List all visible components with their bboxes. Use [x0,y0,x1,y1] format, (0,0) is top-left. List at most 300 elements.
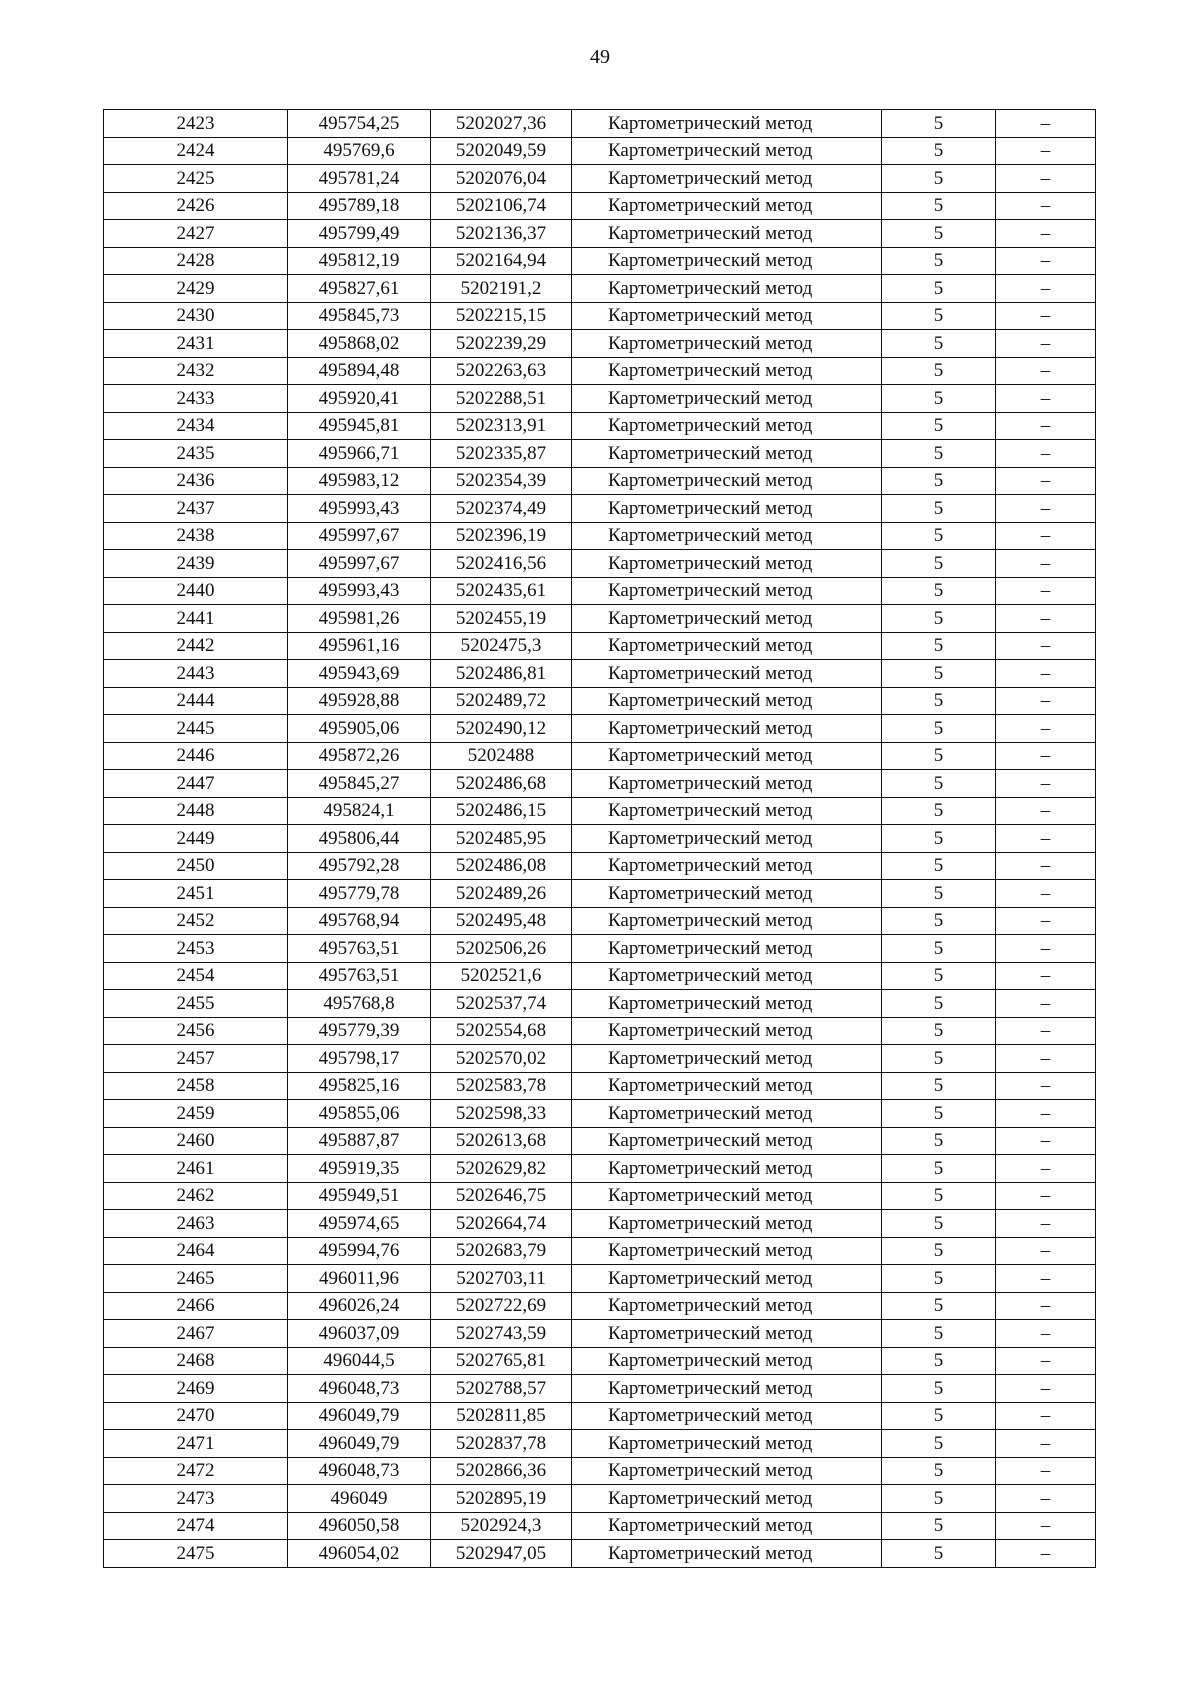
x-coordinate-cell: 495825,16 [288,1072,431,1100]
point-number-cell: 2470 [104,1402,288,1430]
point-number-cell: 2440 [104,577,288,605]
method-cell: Картометрический метод [572,1017,882,1045]
accuracy-cell: 5 [882,440,996,468]
table-row [104,110,1096,138]
accuracy-cell: 5 [882,1347,996,1375]
method-cell: Картометрический метод [572,1320,882,1348]
method-cell: Картометрический метод [572,1375,882,1403]
y-coordinate-cell: 5202895,19 [431,1485,572,1513]
x-coordinate-cell: 496044,5 [288,1347,431,1375]
note-cell: – [996,1402,1096,1430]
note-cell: – [996,797,1096,825]
table-row [104,687,1096,715]
point-number-cell: 2444 [104,687,288,715]
point-number-cell: 2448 [104,797,288,825]
method-cell: Картометрический метод [572,770,882,798]
method-cell: Картометрический метод [572,1512,882,1540]
x-coordinate-cell: 495905,06 [288,715,431,743]
x-coordinate-cell: 495779,39 [288,1017,431,1045]
table-row [104,330,1096,358]
x-coordinate-cell: 495763,51 [288,935,431,963]
y-coordinate-cell: 5202106,74 [431,192,572,220]
x-coordinate-cell: 495768,94 [288,907,431,935]
note-cell: – [996,275,1096,303]
table-row [104,550,1096,578]
table-row [104,1457,1096,1485]
method-cell: Картометрический метод [572,880,882,908]
y-coordinate-cell: 5202486,68 [431,770,572,798]
y-coordinate-cell: 5202554,68 [431,1017,572,1045]
table-row [104,577,1096,605]
y-coordinate-cell: 5202354,39 [431,467,572,495]
table-row [104,220,1096,248]
table-row [104,357,1096,385]
x-coordinate-cell: 496011,96 [288,1265,431,1293]
accuracy-cell: 5 [882,1375,996,1403]
point-number-cell: 2466 [104,1292,288,1320]
table-row [104,1430,1096,1458]
accuracy-cell: 5 [882,247,996,275]
method-cell: Картометрический метод [572,275,882,303]
y-coordinate-cell: 5202765,81 [431,1347,572,1375]
y-coordinate-cell: 5202489,26 [431,880,572,908]
table-row [104,1155,1096,1183]
y-coordinate-cell: 5202703,11 [431,1265,572,1293]
point-number-cell: 2438 [104,522,288,550]
table-row [104,825,1096,853]
note-cell: – [996,880,1096,908]
y-coordinate-cell: 5202049,59 [431,137,572,165]
method-cell: Картометрический метод [572,1182,882,1210]
point-number-cell: 2439 [104,550,288,578]
point-number-cell: 2430 [104,302,288,330]
point-number-cell: 2441 [104,605,288,633]
note-cell: – [996,935,1096,963]
accuracy-cell: 5 [882,1210,996,1238]
point-number-cell: 2459 [104,1100,288,1128]
note-cell: – [996,1182,1096,1210]
method-cell: Картометрический метод [572,1402,882,1430]
table-row [104,1292,1096,1320]
accuracy-cell: 5 [882,825,996,853]
method-cell: Картометрический метод [572,1292,882,1320]
method-cell: Картометрический метод [572,110,882,138]
point-number-cell: 2427 [104,220,288,248]
table-row [104,990,1096,1018]
point-number-cell: 2447 [104,770,288,798]
table-row [104,275,1096,303]
table-row [104,1402,1096,1430]
accuracy-cell: 5 [882,1292,996,1320]
table-row [104,880,1096,908]
method-cell: Картометрический метод [572,935,882,963]
accuracy-cell: 5 [882,1457,996,1485]
method-cell: Картометрический метод [572,577,882,605]
note-cell: – [996,1072,1096,1100]
table-row [104,770,1096,798]
table-row [104,192,1096,220]
point-number-cell: 2460 [104,1127,288,1155]
note-cell: – [996,110,1096,138]
x-coordinate-cell: 496049,79 [288,1430,431,1458]
y-coordinate-cell: 5202313,91 [431,412,572,440]
method-cell: Картометрический метод [572,247,882,275]
y-coordinate-cell: 5202486,08 [431,852,572,880]
note-cell: – [996,1485,1096,1513]
note-cell: – [996,247,1096,275]
table-row [104,385,1096,413]
y-coordinate-cell: 5202191,2 [431,275,572,303]
note-cell: – [996,962,1096,990]
point-number-cell: 2449 [104,825,288,853]
x-coordinate-cell: 496049 [288,1485,431,1513]
method-cell: Картометрический метод [572,302,882,330]
y-coordinate-cell: 5202164,94 [431,247,572,275]
note-cell: – [996,1430,1096,1458]
note-cell: – [996,1265,1096,1293]
note-cell: – [996,330,1096,358]
method-cell: Картометрический метод [572,550,882,578]
accuracy-cell: 5 [882,495,996,523]
accuracy-cell: 5 [882,522,996,550]
note-cell: – [996,577,1096,605]
y-coordinate-cell: 5202215,15 [431,302,572,330]
x-coordinate-cell: 495981,26 [288,605,431,633]
method-cell: Картометрический метод [572,1347,882,1375]
y-coordinate-cell: 5202722,69 [431,1292,572,1320]
method-cell: Картометрический метод [572,1210,882,1238]
y-coordinate-cell: 5202866,36 [431,1457,572,1485]
method-cell: Картометрический метод [572,1540,882,1568]
method-cell: Картометрический метод [572,1457,882,1485]
method-cell: Картометрический метод [572,440,882,468]
x-coordinate-cell: 495945,81 [288,412,431,440]
method-cell: Картометрический метод [572,852,882,880]
y-coordinate-cell: 5202239,29 [431,330,572,358]
accuracy-cell: 5 [882,1485,996,1513]
point-number-cell: 2467 [104,1320,288,1348]
y-coordinate-cell: 5202598,33 [431,1100,572,1128]
accuracy-cell: 5 [882,220,996,248]
accuracy-cell: 5 [882,715,996,743]
note-cell: – [996,1210,1096,1238]
method-cell: Картометрический метод [572,165,882,193]
coordinates-table [103,109,1096,1568]
x-coordinate-cell: 495920,41 [288,385,431,413]
point-number-cell: 2425 [104,165,288,193]
note-cell: – [996,770,1096,798]
accuracy-cell: 5 [882,412,996,440]
point-number-cell: 2424 [104,137,288,165]
x-coordinate-cell: 495961,16 [288,632,431,660]
y-coordinate-cell: 5202570,02 [431,1045,572,1073]
point-number-cell: 2473 [104,1485,288,1513]
accuracy-cell: 5 [882,935,996,963]
accuracy-cell: 5 [882,990,996,1018]
method-cell: Картометрический метод [572,605,882,633]
x-coordinate-cell: 495781,24 [288,165,431,193]
table-row [104,412,1096,440]
y-coordinate-cell: 5202455,19 [431,605,572,633]
table-row [104,742,1096,770]
accuracy-cell: 5 [882,550,996,578]
x-coordinate-cell: 495974,65 [288,1210,431,1238]
y-coordinate-cell: 5202489,72 [431,687,572,715]
x-coordinate-cell: 495827,61 [288,275,431,303]
table-row [104,1237,1096,1265]
y-coordinate-cell: 5202495,48 [431,907,572,935]
point-number-cell: 2462 [104,1182,288,1210]
x-coordinate-cell: 495799,49 [288,220,431,248]
note-cell: – [996,1457,1096,1485]
method-cell: Картометрический метод [572,1155,882,1183]
accuracy-cell: 5 [882,1127,996,1155]
x-coordinate-cell: 495872,26 [288,742,431,770]
note-cell: – [996,1375,1096,1403]
accuracy-cell: 5 [882,1182,996,1210]
note-cell: – [996,990,1096,1018]
accuracy-cell: 5 [882,742,996,770]
method-cell: Картометрический метод [572,962,882,990]
accuracy-cell: 5 [882,165,996,193]
table-row [104,1375,1096,1403]
note-cell: – [996,165,1096,193]
note-cell: – [996,715,1096,743]
table-row [104,605,1096,633]
x-coordinate-cell: 495894,48 [288,357,431,385]
accuracy-cell: 5 [882,467,996,495]
y-coordinate-cell: 5202136,37 [431,220,572,248]
accuracy-cell: 5 [882,770,996,798]
x-coordinate-cell: 495855,06 [288,1100,431,1128]
accuracy-cell: 5 [882,330,996,358]
y-coordinate-cell: 5202837,78 [431,1430,572,1458]
accuracy-cell: 5 [882,1402,996,1430]
table-row [104,1017,1096,1045]
y-coordinate-cell: 5202490,12 [431,715,572,743]
method-cell: Картометрический метод [572,1127,882,1155]
note-cell: – [996,852,1096,880]
y-coordinate-cell: 5202743,59 [431,1320,572,1348]
note-cell: – [996,1347,1096,1375]
point-number-cell: 2469 [104,1375,288,1403]
note-cell: – [996,1540,1096,1568]
x-coordinate-cell: 496037,09 [288,1320,431,1348]
x-coordinate-cell: 495993,43 [288,577,431,605]
y-coordinate-cell: 5202537,74 [431,990,572,1018]
note-cell: – [996,467,1096,495]
y-coordinate-cell: 5202521,6 [431,962,572,990]
x-coordinate-cell: 495919,35 [288,1155,431,1183]
method-cell: Картометрический метод [572,1072,882,1100]
x-coordinate-cell: 495845,73 [288,302,431,330]
method-cell: Картометрический метод [572,687,882,715]
table-row [104,715,1096,743]
x-coordinate-cell: 495763,51 [288,962,431,990]
method-cell: Картометрический метод [572,797,882,825]
point-number-cell: 2455 [104,990,288,1018]
y-coordinate-cell: 5202486,15 [431,797,572,825]
note-cell: – [996,495,1096,523]
table-body [104,110,1096,1568]
y-coordinate-cell: 5202488 [431,742,572,770]
point-number-cell: 2450 [104,852,288,880]
x-coordinate-cell: 495812,19 [288,247,431,275]
point-number-cell: 2472 [104,1457,288,1485]
table-row [104,935,1096,963]
method-cell: Картометрический метод [572,330,882,358]
method-cell: Картометрический метод [572,1100,882,1128]
note-cell: – [996,632,1096,660]
page-number: 49 [590,46,610,68]
table-row [104,165,1096,193]
x-coordinate-cell: 495997,67 [288,522,431,550]
x-coordinate-cell: 495943,69 [288,660,431,688]
y-coordinate-cell: 5202811,85 [431,1402,572,1430]
method-cell: Картометрический метод [572,385,882,413]
accuracy-cell: 5 [882,1265,996,1293]
point-number-cell: 2432 [104,357,288,385]
table-row [104,302,1096,330]
y-coordinate-cell: 5202924,3 [431,1512,572,1540]
accuracy-cell: 5 [882,797,996,825]
y-coordinate-cell: 5202664,74 [431,1210,572,1238]
point-number-cell: 2426 [104,192,288,220]
note-cell: – [996,605,1096,633]
method-cell: Картометрический метод [572,495,882,523]
x-coordinate-cell: 496048,73 [288,1457,431,1485]
table-row [104,632,1096,660]
y-coordinate-cell: 5202027,36 [431,110,572,138]
table-row [104,907,1096,935]
method-cell: Картометрический метод [572,412,882,440]
x-coordinate-cell: 495806,44 [288,825,431,853]
accuracy-cell: 5 [882,1237,996,1265]
point-number-cell: 2437 [104,495,288,523]
x-coordinate-cell: 495768,8 [288,990,431,1018]
point-number-cell: 2464 [104,1237,288,1265]
note-cell: – [996,385,1096,413]
x-coordinate-cell: 495966,71 [288,440,431,468]
table-row [104,1210,1096,1238]
accuracy-cell: 5 [882,1540,996,1568]
method-cell: Картометрический метод [572,742,882,770]
accuracy-cell: 5 [882,1155,996,1183]
x-coordinate-cell: 495779,78 [288,880,431,908]
x-coordinate-cell: 495983,12 [288,467,431,495]
accuracy-cell: 5 [882,687,996,715]
accuracy-cell: 5 [882,660,996,688]
point-number-cell: 2471 [104,1430,288,1458]
note-cell: – [996,1320,1096,1348]
point-number-cell: 2453 [104,935,288,963]
note-cell: – [996,550,1096,578]
note-cell: – [996,522,1096,550]
x-coordinate-cell: 496049,79 [288,1402,431,1430]
method-cell: Картометрический метод [572,1265,882,1293]
method-cell: Картометрический метод [572,522,882,550]
accuracy-cell: 5 [882,1100,996,1128]
point-number-cell: 2474 [104,1512,288,1540]
note-cell: – [996,440,1096,468]
table-row [104,495,1096,523]
x-coordinate-cell: 495994,76 [288,1237,431,1265]
point-number-cell: 2423 [104,110,288,138]
accuracy-cell: 5 [882,577,996,605]
y-coordinate-cell: 5202506,26 [431,935,572,963]
point-number-cell: 2458 [104,1072,288,1100]
x-coordinate-cell: 495792,28 [288,852,431,880]
y-coordinate-cell: 5202583,78 [431,1072,572,1100]
y-coordinate-cell: 5202947,05 [431,1540,572,1568]
method-cell: Картометрический метод [572,220,882,248]
x-coordinate-cell: 495993,43 [288,495,431,523]
table-row [104,660,1096,688]
method-cell: Картометрический метод [572,1485,882,1513]
note-cell: – [996,137,1096,165]
point-number-cell: 2431 [104,330,288,358]
y-coordinate-cell: 5202076,04 [431,165,572,193]
point-number-cell: 2435 [104,440,288,468]
accuracy-cell: 5 [882,605,996,633]
point-number-cell: 2457 [104,1045,288,1073]
point-number-cell: 2429 [104,275,288,303]
x-coordinate-cell: 495824,1 [288,797,431,825]
method-cell: Картометрический метод [572,907,882,935]
point-number-cell: 2446 [104,742,288,770]
accuracy-cell: 5 [882,632,996,660]
accuracy-cell: 5 [882,1512,996,1540]
accuracy-cell: 5 [882,1430,996,1458]
table-row [104,1347,1096,1375]
y-coordinate-cell: 5202435,61 [431,577,572,605]
note-cell: – [996,907,1096,935]
note-cell: – [996,1045,1096,1073]
y-coordinate-cell: 5202613,68 [431,1127,572,1155]
x-coordinate-cell: 496054,02 [288,1540,431,1568]
x-coordinate-cell: 496026,24 [288,1292,431,1320]
table-row [104,1127,1096,1155]
point-number-cell: 2468 [104,1347,288,1375]
point-number-cell: 2463 [104,1210,288,1238]
y-coordinate-cell: 5202288,51 [431,385,572,413]
method-cell: Картометрический метод [572,660,882,688]
table-row [104,1045,1096,1073]
note-cell: – [996,1292,1096,1320]
y-coordinate-cell: 5202485,95 [431,825,572,853]
accuracy-cell: 5 [882,302,996,330]
x-coordinate-cell: 496048,73 [288,1375,431,1403]
note-cell: – [996,1017,1096,1045]
x-coordinate-cell: 495754,25 [288,110,431,138]
accuracy-cell: 5 [882,1072,996,1100]
method-cell: Картометрический метод [572,192,882,220]
x-coordinate-cell: 495928,88 [288,687,431,715]
method-cell: Картометрический метод [572,632,882,660]
y-coordinate-cell: 5202629,82 [431,1155,572,1183]
table-row [104,1320,1096,1348]
table-row [104,467,1096,495]
note-cell: – [996,660,1096,688]
y-coordinate-cell: 5202335,87 [431,440,572,468]
accuracy-cell: 5 [882,852,996,880]
y-coordinate-cell: 5202683,79 [431,1237,572,1265]
method-cell: Картометрический метод [572,467,882,495]
note-cell: – [996,192,1096,220]
table-row [104,247,1096,275]
accuracy-cell: 5 [882,1320,996,1348]
note-cell: – [996,302,1096,330]
